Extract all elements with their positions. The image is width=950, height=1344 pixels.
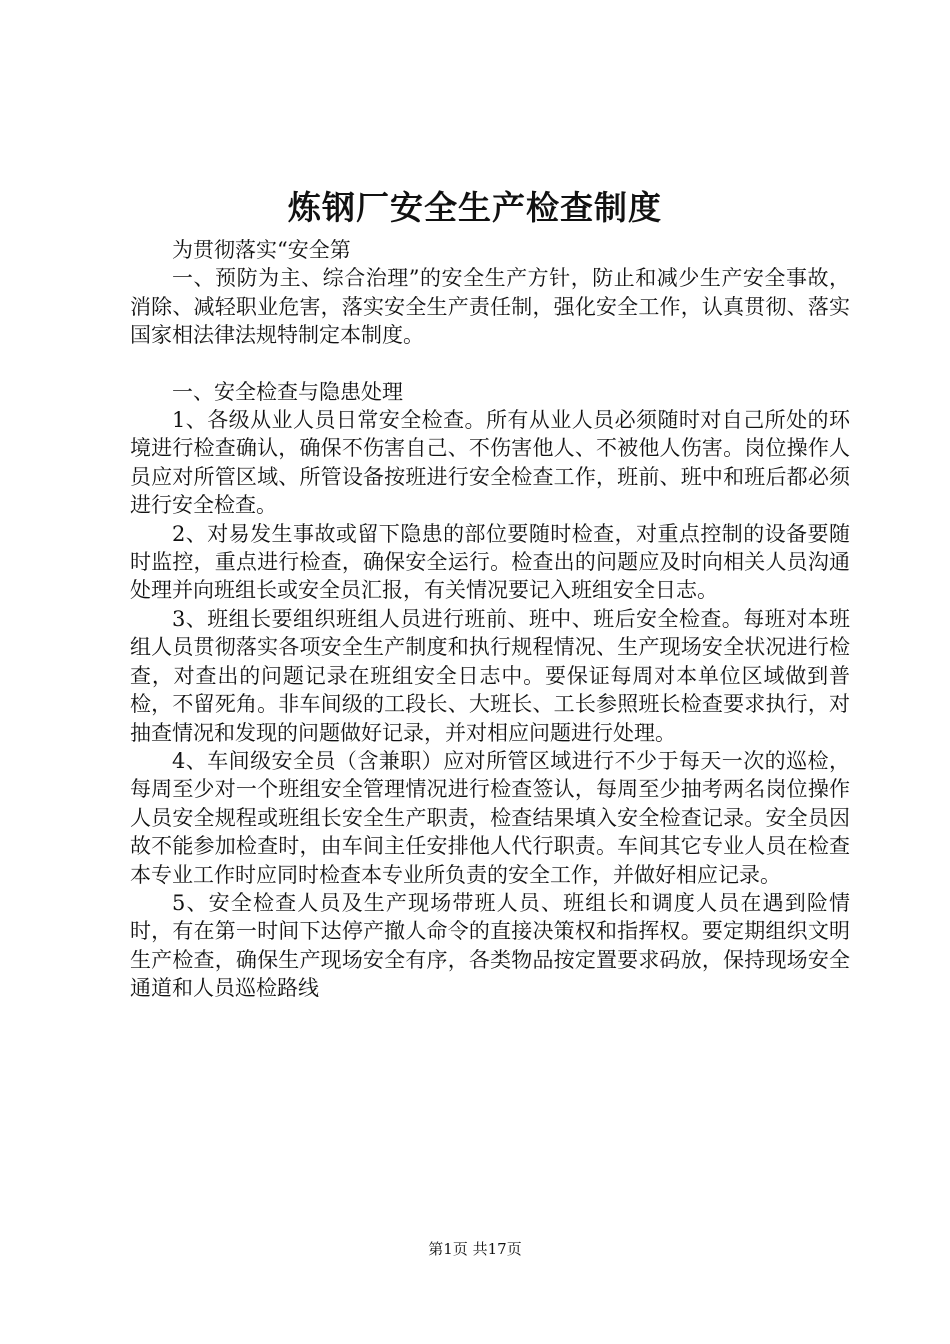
paragraph: 4、车间级安全员（含兼职）应对所管区域进行不少于每天一次的巡检，每周至少对一个班组安全管理情况进行检查签认，每周至少抽考两名岗位操作人员安全规程或班组长安全生产职责，检查结果填入安全检查记录。安全员因故不能参加检查时，由车间主任安排他人代行职责。车间其它专业人员在检查本专业工作时应同时检查本专业所负责的安全工作，并做好相应记录。 xyxy=(130,748,850,887)
document-body xyxy=(130,236,850,1003)
document-title: 炼钢厂安全生产检查制度 xyxy=(288,188,662,227)
page-footer: 第1页 共17页 xyxy=(428,1240,522,1258)
section-heading: 一、安全检查与隐患处理 xyxy=(172,379,403,404)
paragraph: 5、安全检查人员及生产现场带班人员、班组长和调度人员在遇到险情时，有在第一时间下达停产撤人命令的直接决策权和指挥权。要定期组织文明生产检查，确保生产现场安全有序，各类物品按定置要求码放，保持现场安全通道和人员巡检路线 xyxy=(130,890,850,1001)
paragraph: 为贯彻落实“安全第 xyxy=(172,238,351,262)
paragraph: 3、班组长要组织班组人员进行班前、班中、班后安全检查。每班对本班组人员贯彻落实各项安全生产制度和执行规程情况、生产现场安全状况进行检查，对查出的问题记录在班组安全日志中。要保证每周对本单位区域做到普检，不留死角。非车间级的工段长、大班长、工长参照班长检查要求执行，对抽查情况和发现的问题做好记录，并对相应问题进行处理。 xyxy=(130,606,850,745)
paragraph: 1、各级从业人员日常安全检查。所有从业人员必须随时对自己所处的环境进行检查确认，确保不伤害自己、不伤害他人、不被他人伤害。岗位操作人员应对所管区域、所管设备按班进行安全检查工作，班前、班中和班后都必须进行安全检查。 xyxy=(130,408,850,518)
paragraph: 一、预防为主、综合治理”的安全生产方针，防止和减少生产安全事故，消除、减轻职业危害，落实安全生产责任制，强化安全工作，认真贯彻、落实国家相法律法规特制定本制度。 xyxy=(130,266,850,348)
paragraph: 2、对易发生事故或留下隐患的部位要随时检查，对重点控制的设备要随时监控，重点进行检查，确保安全运行。检查出的问题应及时向相关人员沟通处理并向班组长或安全员汇报，有关情况要记入班组安全日志。 xyxy=(130,521,850,603)
